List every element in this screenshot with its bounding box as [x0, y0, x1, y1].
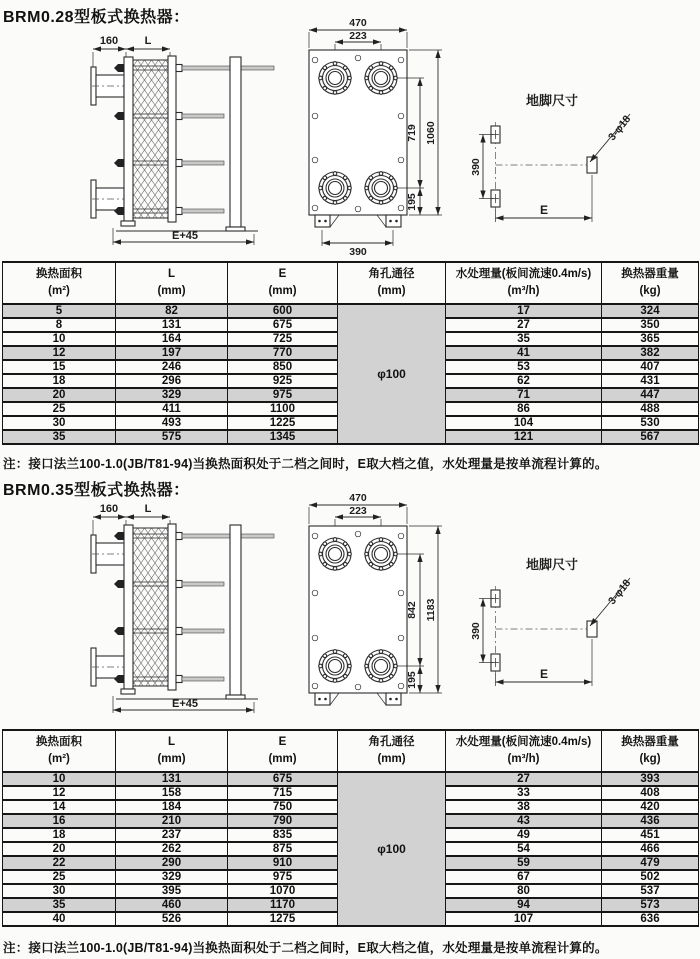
table-cell: 25 [3, 402, 116, 416]
dimension-label: E+45 [172, 230, 198, 242]
table-cell: 104 [446, 416, 602, 430]
table-cell: 210 [116, 814, 228, 828]
front-view-drawing-brm028 [293, 16, 468, 258]
table-cell: 1225 [228, 416, 338, 430]
frame-plate-front [309, 526, 407, 693]
table-cell: 835 [228, 828, 338, 842]
col-header-weight: 换热器重量 (kg) [602, 262, 699, 304]
table-cell: 573 [602, 898, 699, 912]
table-cell: 25 [3, 870, 116, 884]
table-cell: 1170 [228, 898, 338, 912]
table-cell: 131 [116, 772, 228, 786]
table-cell: 770 [228, 346, 338, 360]
table-cell: 27 [446, 318, 602, 332]
dimension-label: L [144, 503, 152, 515]
table-row [3, 772, 699, 786]
section-title-brm028: BRM0.28型板式换热器： [3, 9, 190, 26]
table-cell: 329 [116, 870, 228, 884]
table-cell: 466 [602, 842, 699, 856]
drawing-title: 地脚尺寸 [525, 557, 579, 572]
dimension-label: 195 [406, 193, 418, 211]
dimension-label: E [539, 667, 549, 681]
table-cell: 526 [116, 912, 228, 926]
table-cell: 17 [446, 304, 602, 318]
table-cell: 71 [446, 388, 602, 402]
dimension-label: 195 [406, 671, 418, 689]
dimension-label: 3-φ18 [606, 577, 634, 607]
table-cell: 38 [446, 800, 602, 814]
section-title-brm035: BRM0.35型板式换热器： [3, 482, 190, 499]
table-cell: 850 [228, 360, 338, 374]
table-cell: 164 [116, 332, 228, 346]
dimension-label: 223 [349, 30, 367, 42]
table-cell: 675 [228, 772, 338, 786]
col-header-e: E (mm) [228, 730, 338, 772]
table-cell: 121 [446, 430, 602, 444]
spec-table-brm028 [2, 261, 699, 445]
dimension-label: 390 [349, 246, 367, 258]
header-row [3, 262, 699, 304]
table-cell: 975 [228, 870, 338, 884]
table-cell: 567 [602, 430, 699, 444]
table-cell: 197 [116, 346, 228, 360]
table-cell: 431 [602, 374, 699, 388]
table-cell: 460 [116, 898, 228, 912]
table-cell: 790 [228, 814, 338, 828]
table-cell: 246 [116, 360, 228, 374]
col-header-l: L (mm) [116, 262, 228, 304]
table-cell: 411 [116, 402, 228, 416]
table-row [3, 304, 699, 318]
dimension-label: E+45 [172, 698, 198, 710]
dimension-label: E [539, 203, 549, 217]
table-cell: 35 [3, 898, 116, 912]
hole-diameter-cell: φ100 [338, 772, 446, 926]
table-cell: 502 [602, 870, 699, 884]
table-cell: 296 [116, 374, 228, 388]
table-cell: 436 [602, 814, 699, 828]
feet [315, 215, 401, 227]
table-note: 注：接口法兰100-1.0(JB/T81-94)当换热面积处于二档之间时，E取大档之值，水处理量是按单流程计算的。 [3, 941, 608, 955]
table-cell: 8 [3, 318, 116, 332]
table-cell: 33 [446, 786, 602, 800]
dimension-label: L [144, 35, 152, 47]
frame-plate-front [309, 50, 407, 215]
table-cell: 12 [3, 786, 116, 800]
table-cell: 382 [602, 346, 699, 360]
dimension-label: 1060 [425, 121, 437, 145]
table-cell: 22 [3, 856, 116, 870]
table-cell: 158 [116, 786, 228, 800]
table-cell: 329 [116, 388, 228, 402]
table-cell: 537 [602, 884, 699, 898]
anchor-feet [491, 590, 597, 671]
table-cell: 43 [446, 814, 602, 828]
table-cell: 451 [602, 828, 699, 842]
table-cell: 62 [446, 374, 602, 388]
table-cell: 18 [3, 374, 116, 388]
table-cell: 479 [602, 856, 699, 870]
table-cell: 184 [116, 800, 228, 814]
dimension-label: 3-φ18 [606, 113, 634, 143]
table-cell: 35 [446, 332, 602, 346]
table-cell: 18 [3, 828, 116, 842]
table-cell: 20 [3, 388, 116, 402]
table-cell: 575 [116, 430, 228, 444]
col-header-flow: 水处理量(板间流速0.4m/s) (m³/h) [446, 730, 602, 772]
table-cell: 27 [446, 772, 602, 786]
col-header-weight: 换热器重量 (kg) [602, 730, 699, 772]
plate-pack [133, 60, 168, 218]
table-cell: 715 [228, 786, 338, 800]
table-cell: 14 [3, 800, 116, 814]
table-cell: 30 [3, 416, 116, 430]
table-cell: 5 [3, 304, 116, 318]
table-cell: 80 [446, 884, 602, 898]
table-cell: 10 [3, 332, 116, 346]
table-cell: 94 [446, 898, 602, 912]
table-cell: 365 [602, 332, 699, 346]
table-cell: 636 [602, 912, 699, 926]
table-cell: 925 [228, 374, 338, 388]
anchor-feet [491, 126, 597, 207]
table-cell: 395 [116, 884, 228, 898]
table-note: 注：接口法兰100-1.0(JB/T81-94)当换热面积处于二档之间时，E取大档之值，水处理量是按单流程计算的。 [3, 457, 608, 471]
table-cell: 131 [116, 318, 228, 332]
dimension-label: 842 [406, 601, 418, 619]
table-cell: 1100 [228, 402, 338, 416]
dimension-label: 390 [470, 158, 482, 176]
fixed-frame-plate [124, 525, 133, 689]
pressure-plate [168, 56, 176, 222]
table-cell: 10 [3, 772, 116, 786]
dimension-label: 470 [349, 17, 367, 29]
table-cell: 59 [446, 856, 602, 870]
table-cell: 1275 [228, 912, 338, 926]
table-cell: 35 [3, 430, 116, 444]
table-cell: 350 [602, 318, 699, 332]
table-cell: 420 [602, 800, 699, 814]
dimension-label: 160 [99, 35, 119, 47]
table-cell: 16 [3, 814, 116, 828]
table-cell: 750 [228, 800, 338, 814]
side-view-drawing-brm035 [78, 498, 283, 716]
dimension-label: 470 [349, 492, 367, 504]
table-cell: 407 [602, 360, 699, 374]
pressure-plate [168, 524, 176, 690]
table-cell: 107 [446, 912, 602, 926]
table-cell: 1345 [228, 430, 338, 444]
table-cell: 49 [446, 828, 602, 842]
table-cell: 910 [228, 856, 338, 870]
table-cell: 493 [116, 416, 228, 430]
col-header-l: L (mm) [116, 730, 228, 772]
table-cell: 324 [602, 304, 699, 318]
col-header-hole: 角孔通径 (mm) [338, 730, 446, 772]
table-cell: 20 [3, 842, 116, 856]
table-cell: 725 [228, 332, 338, 346]
side-view-drawing-brm028 [78, 30, 283, 248]
table-cell: 975 [228, 388, 338, 402]
col-header-area: 换热面积 (m²) [3, 262, 116, 304]
support-column [230, 57, 241, 227]
header-row [3, 730, 699, 772]
table-cell: 237 [116, 828, 228, 842]
table-cell: 53 [446, 360, 602, 374]
table-cell: 875 [228, 842, 338, 856]
dimension-label: 1183 [425, 598, 437, 622]
table-cell: 1070 [228, 884, 338, 898]
front-view-drawing-brm035 [293, 490, 468, 722]
drawing-title: 地脚尺寸 [525, 93, 579, 108]
table-cell: 82 [116, 304, 228, 318]
table-cell: 30 [3, 884, 116, 898]
table-cell: 67 [446, 870, 602, 884]
table-cell: 86 [446, 402, 602, 416]
col-header-area: 换热面积 (m²) [3, 730, 116, 772]
feet [315, 693, 401, 705]
table-cell: 12 [3, 346, 116, 360]
table-cell: 54 [446, 842, 602, 856]
table-cell: 408 [602, 786, 699, 800]
spec-table-brm035 [2, 729, 699, 927]
dimension-label: 160 [99, 503, 119, 515]
table-cell: 290 [116, 856, 228, 870]
table-cell: 262 [116, 842, 228, 856]
col-header-flow: 水处理量(板间流速0.4m/s) (m³/h) [446, 262, 602, 304]
fixed-frame-plate [124, 57, 133, 221]
table-cell: 600 [228, 304, 338, 318]
table-cell: 447 [602, 388, 699, 402]
foot-plan-drawing-brm028 [470, 88, 698, 230]
dimension-label: 223 [349, 505, 367, 517]
col-header-hole: 角孔通径 (mm) [338, 262, 446, 304]
col-header-e: E (mm) [228, 262, 338, 304]
table-cell: 41 [446, 346, 602, 360]
table-cell: 488 [602, 402, 699, 416]
table-cell: 40 [3, 912, 116, 926]
support-column [230, 525, 241, 695]
dimension-label: 719 [406, 124, 418, 142]
table-cell: 393 [602, 772, 699, 786]
table-cell: 530 [602, 416, 699, 430]
table-cell: 15 [3, 360, 116, 374]
inlet-pipes [91, 535, 124, 686]
hole-diameter-cell: φ100 [338, 304, 446, 444]
dimension-label: 390 [470, 622, 482, 640]
table-cell: 675 [228, 318, 338, 332]
inlet-pipes [91, 67, 124, 218]
plate-pack [133, 528, 168, 686]
foot-plan-drawing-brm035 [470, 552, 698, 694]
